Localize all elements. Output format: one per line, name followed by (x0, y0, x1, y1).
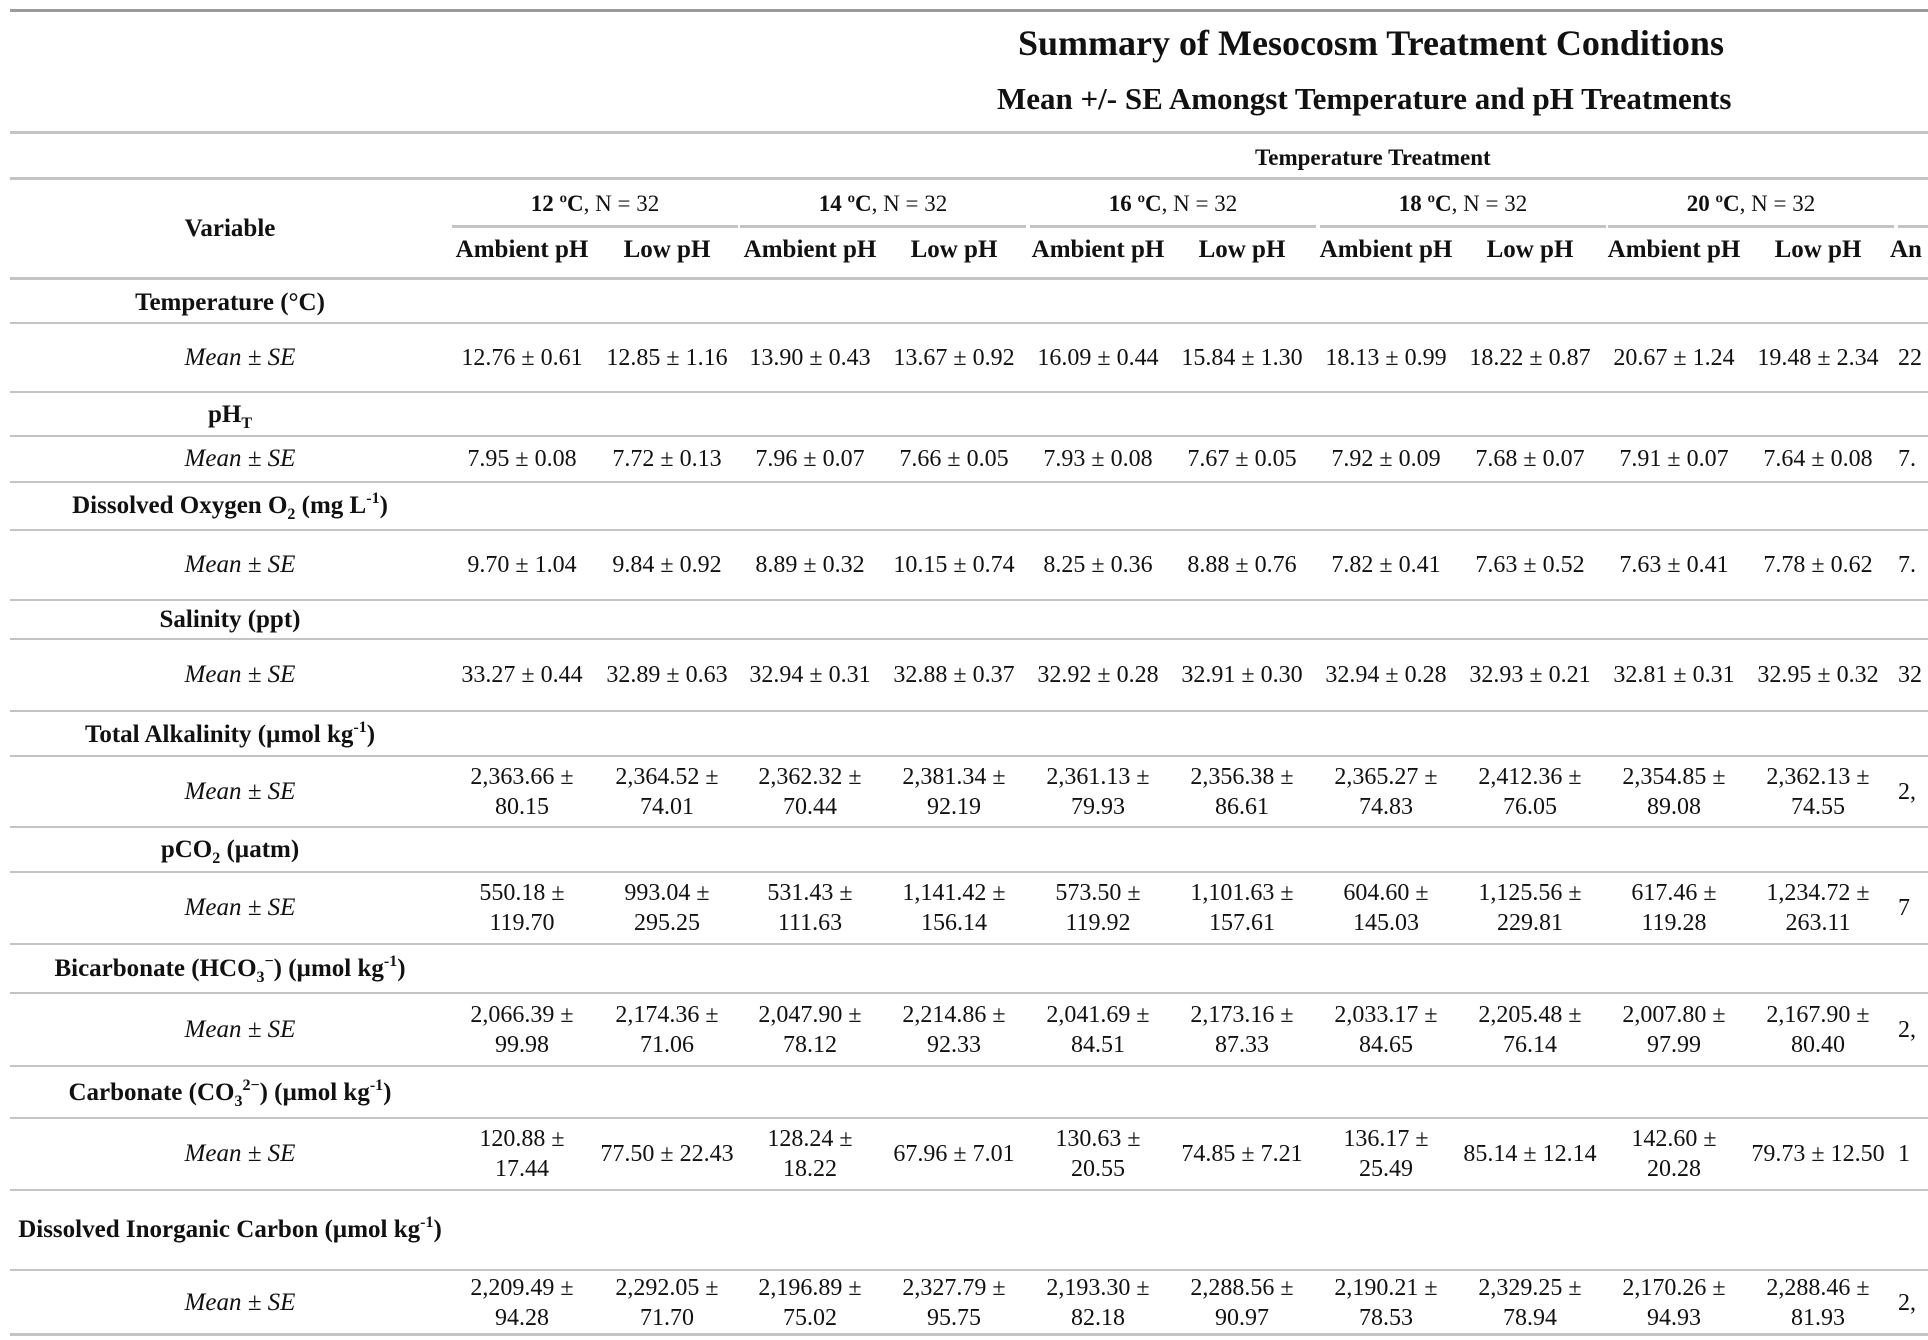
table-cell: 7.66 ± 0.05 (899, 446, 1009, 472)
group-underline (1320, 225, 1606, 228)
group-sample-size: , N = 32 (583, 191, 660, 216)
table-cell: 2,173.16 ± 87.33 (1190, 1001, 1294, 1058)
ph-column-header: Low pH (623, 236, 711, 263)
bottom-rule (10, 1333, 1928, 1336)
table-cell: 20.67 ± 1.24 (1613, 344, 1735, 371)
table-cell: 120.88 ± 17.44 (479, 1126, 565, 1182)
row-divider (10, 638, 1928, 640)
table-cell: 2, (1898, 1289, 1916, 1316)
table-cell: 2,190.21 ± 78.53 (1334, 1274, 1438, 1331)
table-cell: 2,327.79 ± 95.75 (902, 1274, 1006, 1331)
table-cell: 2, (1898, 778, 1916, 805)
row-divider (10, 710, 1928, 712)
table-cell: 2,292.05 ± 71.70 (615, 1274, 719, 1331)
table-cell: 22 (1898, 344, 1922, 371)
table-cell: 604.60 ± 145.03 (1343, 880, 1429, 936)
table-cell: 2,354.85 ± 89.08 (1622, 763, 1726, 820)
table-cell: 9.70 ± 1.04 (467, 552, 577, 578)
table-cell: 32.81 ± 0.31 (1613, 662, 1735, 688)
group-underline (1608, 225, 1894, 228)
group-underline (452, 225, 738, 228)
ph-column-header: Low pH (910, 236, 998, 263)
variable-name: Temperature (°C) (135, 289, 325, 316)
variable-name: Dissolved Inorganic Carbon (µmol $kg^{-1}$) (18, 1214, 442, 1243)
table-cell: 2,205.48 ± 76.14 (1478, 1001, 1582, 1058)
row-divider (10, 992, 1928, 994)
table-cell: 1 (1898, 1141, 1910, 1167)
statistic-label: Mean ± SE (184, 551, 296, 578)
group-sample-size: , N = 32 (871, 191, 948, 216)
table-cell: 9.84 ± 0.92 (612, 552, 722, 578)
table-cell: 7. (1898, 446, 1916, 472)
table-cell: 7.96 ± 0.07 (755, 446, 865, 472)
ph-column-header: Ambient pH (1319, 236, 1453, 263)
table-cell: 2,356.38 ± 86.61 (1190, 763, 1294, 820)
table-cell: 7.68 ± 0.07 (1475, 446, 1585, 472)
table-cell: 7.63 ± 0.41 (1619, 552, 1729, 578)
table-cell: 32.92 ± 0.28 (1037, 662, 1159, 688)
table-cell: 2,209.49 ± 94.28 (470, 1274, 574, 1331)
table-cell: 77.50 ± 22.43 (600, 1141, 734, 1167)
variable-name: Dissolved Oxygen $O_2$ (mg $L^{-1}$) (72, 490, 388, 523)
table-cell: 32.91 ± 0.30 (1181, 662, 1303, 688)
variable-name: Bicarbonate $(HCO_3^-)$ (µmol $kg^{-1}$) (54, 953, 406, 986)
variable-name: pCO$_2$ (µatm) (160, 836, 300, 867)
row-divider (10, 599, 1928, 601)
row-divider (10, 943, 1928, 945)
table-cell: 32.94 ± 0.31 (749, 662, 871, 688)
statistic-label: Mean ± SE (184, 661, 296, 688)
group-temperature: 20 ºC (1686, 191, 1740, 216)
statistic-label: Mean ± SE (184, 1015, 296, 1043)
group-temperature: 12 ºC (530, 191, 584, 216)
table-cell: 7.95 ± 0.08 (467, 446, 577, 472)
statistic-label: Mean ± SE (184, 894, 296, 921)
table-cell: 993.04 ± 295.25 (624, 880, 710, 936)
table-cell: 12.85 ± 1.16 (606, 344, 728, 371)
table-cell: 2,288.46 ± 81.93 (1766, 1274, 1870, 1331)
group-underline (740, 225, 1026, 228)
variable-name: Carbonate $(CO_3^{2-})$ (µmol $kg^{-1}$) (68, 1077, 392, 1110)
table-cell: 2,196.89 ± 75.02 (758, 1274, 862, 1331)
table-cell: 8.89 ± 0.32 (755, 552, 865, 578)
row-divider (10, 1117, 1928, 1119)
table-cell: 7.63 ± 0.52 (1475, 552, 1585, 578)
statistic-label: Mean ± SE (184, 777, 296, 805)
table-cell: 8.25 ± 0.36 (1043, 552, 1153, 578)
table-cell: 32.88 ± 0.37 (893, 662, 1015, 688)
top-rule (10, 9, 1928, 12)
ph-column-header: Ambient pH (1031, 236, 1165, 263)
row-divider (10, 481, 1928, 483)
table-cell: 7.82 ± 0.41 (1331, 552, 1441, 578)
ph-column-header: Ambient pH (743, 236, 877, 263)
table-cell: 617.46 ± 119.28 (1631, 880, 1717, 936)
table-cell: 15.84 ± 1.30 (1181, 344, 1303, 371)
table-cell: 2,193.30 ± 82.18 (1046, 1274, 1150, 1331)
table-cell: 13.67 ± 0.92 (893, 344, 1015, 371)
temperature-group-header (1030, 191, 1316, 217)
table-cell: 2,047.90 ± 78.12 (758, 1001, 862, 1058)
row-divider (10, 529, 1928, 531)
ph-column-header: Low pH (1198, 236, 1286, 263)
table-cell: 2,381.34 ± 92.19 (902, 763, 1006, 820)
table-cell: 7.72 ± 0.13 (612, 446, 722, 472)
variable-name: $pH_T$ (207, 401, 253, 432)
variable-name: Salinity (ppt) (159, 606, 301, 633)
table-cell: 18.13 ± 0.99 (1325, 344, 1447, 371)
table-cell: 79.73 ± 12.50 (1751, 1141, 1885, 1167)
table-cell: 32.93 ± 0.21 (1469, 662, 1591, 688)
row-divider (10, 1065, 1928, 1067)
table-cell: 1,141.42 ± 156.14 (902, 880, 1006, 936)
table-cell: 7.78 ± 0.62 (1763, 552, 1873, 578)
row-divider (10, 322, 1928, 324)
table-cell: 2,041.69 ± 84.51 (1046, 1001, 1150, 1058)
table-cell: 18.22 ± 0.87 (1469, 344, 1591, 371)
table-cell: 67.96 ± 7.01 (893, 1141, 1015, 1167)
divider (10, 277, 1928, 280)
statistic-label: Mean ± SE (184, 1288, 296, 1316)
group-temperature: 18 ºC (1398, 191, 1452, 216)
row-divider (10, 755, 1928, 757)
table-cell: 13.90 ± 0.43 (749, 344, 871, 371)
table-cell: 573.50 ± 119.92 (1055, 880, 1141, 936)
row-divider (10, 826, 1928, 828)
group-sample-size: , N = 32 (1739, 191, 1816, 216)
table-cell: 7.93 ± 0.08 (1043, 446, 1153, 472)
table-cell: 136.17 ± 25.49 (1343, 1126, 1429, 1182)
table-cell: 2, (1898, 1016, 1916, 1043)
table-cell: 2,167.90 ± 80.40 (1766, 1001, 1870, 1058)
group-temperature: 16 ºC (1108, 191, 1162, 216)
statistic-label: Mean ± SE (184, 343, 296, 371)
table-cell: 7.67 ± 0.05 (1187, 446, 1297, 472)
ph-column-header: Low pH (1486, 236, 1574, 263)
table-cell: 2,412.36 ± 76.05 (1478, 763, 1582, 820)
table-cell: 7.91 ± 0.07 (1619, 446, 1729, 472)
table-cell: 2,214.86 ± 92.33 (902, 1001, 1006, 1058)
table-cell: 2,363.66 ± 80.15 (470, 763, 574, 820)
table-cell: 2,288.56 ± 90.97 (1190, 1274, 1294, 1331)
table-cell: 10.15 ± 0.74 (893, 552, 1015, 578)
table-cell: 2,066.39 ± 99.98 (470, 1001, 574, 1058)
table-cell: 12.76 ± 0.61 (461, 344, 583, 371)
temperature-group-header (1320, 191, 1606, 217)
row-divider (10, 435, 1928, 437)
group-sample-size: , N = 32 (1451, 191, 1528, 216)
row-divider (10, 871, 1928, 873)
ph-column-header: Ambient pH (1607, 236, 1741, 263)
table-cell: 74.85 ± 7.21 (1181, 1141, 1303, 1167)
divider (10, 131, 1928, 134)
group-sample-size: , N = 32 (1161, 191, 1238, 216)
group-underline (1030, 225, 1316, 228)
table-cell: 550.18 ± 119.70 (479, 880, 565, 936)
table-cell: 2,365.27 ± 74.83 (1334, 763, 1438, 820)
table-cell: 2,007.80 ± 97.99 (1622, 1001, 1726, 1058)
table-cell: 8.88 ± 0.76 (1187, 552, 1297, 578)
table-cell: 2,364.52 ± 74.01 (615, 763, 719, 820)
table-cell: 142.60 ± 20.28 (1631, 1126, 1717, 1182)
table-cell: 130.63 ± 20.55 (1055, 1126, 1141, 1182)
table-subtitle: Mean +/- SE Amongst Temperature and pH Treatments (997, 81, 1732, 116)
table-cell: 2,362.32 ± 70.44 (758, 763, 862, 820)
table-cell: 128.24 ± 18.22 (767, 1126, 853, 1182)
ph-column-header: Low pH (1774, 236, 1862, 263)
ph-column-header: Ambient pH (455, 236, 589, 263)
table-cell: 2,329.25 ± 78.94 (1478, 1274, 1582, 1331)
table-cell: 32.95 ± 0.32 (1757, 662, 1879, 688)
table-cell: 2,170.26 ± 94.93 (1622, 1274, 1726, 1331)
temperature-group-header (1608, 191, 1894, 217)
table-cell: 85.14 ± 12.14 (1463, 1141, 1597, 1167)
table-cell: 7.92 ± 0.09 (1331, 446, 1441, 472)
statistic-label: Mean ± SE (184, 1140, 296, 1167)
ph-column-header: An (1890, 236, 1922, 263)
table-cell: 1,101.63 ± 157.61 (1190, 880, 1294, 936)
table-cell: 32.89 ± 0.63 (606, 662, 728, 688)
table-title: Summary of Mesocosm Treatment Conditions (1018, 23, 1724, 63)
table-cell: 19.48 ± 2.34 (1757, 344, 1879, 371)
table-cell: 2,174.36 ± 71.06 (615, 1001, 719, 1058)
table-cell: 7.64 ± 0.08 (1763, 446, 1873, 472)
table-cell: 531.43 ± 111.63 (767, 880, 853, 936)
variable-name: Total Alkalinity (µmol $kg^{-1}$) (84, 719, 376, 748)
row-divider (10, 391, 1928, 393)
row-divider (10, 1189, 1928, 1191)
table-cell: 2,362.13 ± 74.55 (1766, 763, 1870, 820)
temperature-group-header (740, 191, 1026, 217)
table-cell: 16.09 ± 0.44 (1037, 344, 1159, 371)
table-cell: 1,234.72 ± 263.11 (1766, 880, 1870, 936)
table-cell: 7. (1898, 552, 1916, 578)
variable-column-header: Variable (184, 215, 276, 242)
row-divider (10, 1269, 1928, 1271)
table-cell: 33.27 ± 0.44 (461, 662, 583, 688)
table-cell: 2,361.13 ± 79.93 (1046, 763, 1150, 820)
table-cell: 1,125.56 ± 229.81 (1478, 880, 1582, 936)
group-underline (1898, 225, 1928, 228)
temperature-treatment-header: Temperature Treatment (1255, 145, 1491, 170)
divider (10, 177, 1928, 180)
table-cell: 32 (1898, 662, 1922, 688)
temperature-group-header (452, 191, 738, 217)
statistic-label: Mean ± SE (184, 445, 296, 472)
group-temperature: 14 ºC (818, 191, 872, 216)
table-cell: 2,033.17 ± 84.65 (1334, 1001, 1438, 1058)
table-cell: 32.94 ± 0.28 (1325, 662, 1447, 688)
table-cell: 7 (1898, 895, 1910, 921)
